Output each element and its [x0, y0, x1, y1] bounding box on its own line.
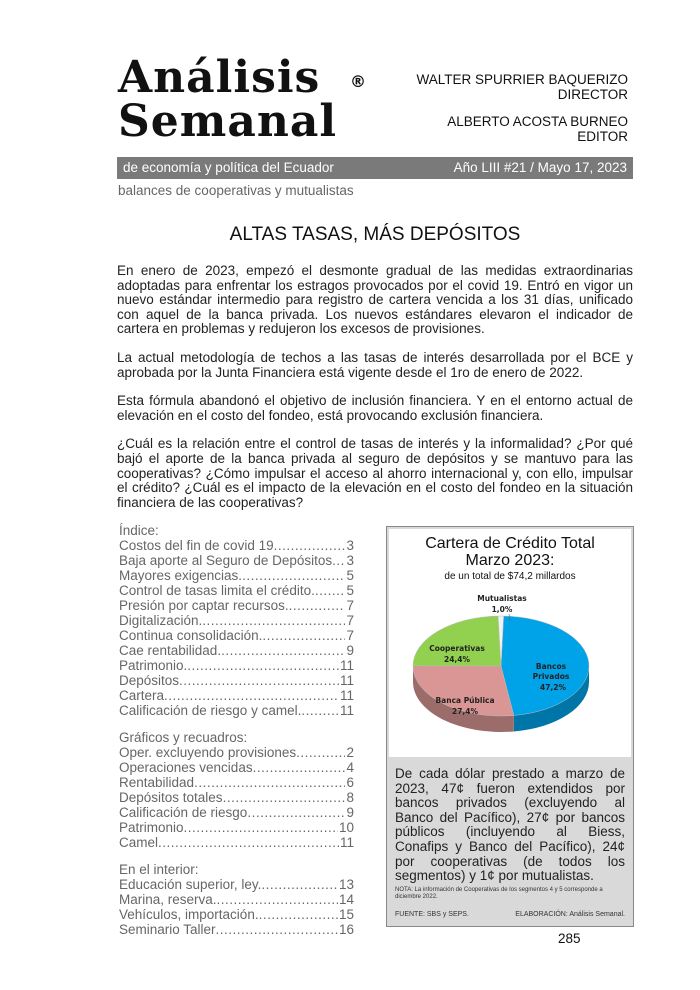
index-dot-leader	[261, 877, 338, 892]
index-entry	[119, 538, 354, 553]
pie-label-banca-publica: Banca Pública	[435, 696, 495, 705]
index-entry	[119, 598, 354, 613]
index-dot-leader	[289, 598, 346, 613]
chart-title-line-2: Marzo 2023:	[465, 552, 555, 569]
index-entry-page: 3	[346, 538, 354, 553]
index-entry-page: 7	[346, 613, 354, 628]
index-dot-leader	[216, 922, 338, 937]
index-entry-page: 9	[346, 643, 354, 658]
chart-elaboration: ELABORACIÓN: Análisis Semanal.	[515, 911, 625, 918]
editor-name: ALBERTO ACOSTA BURNEO	[447, 114, 628, 129]
index-entry	[119, 688, 354, 703]
chart-note: NOTA: La información de Cooperativas de los segmentos 4 y 5 corresponde a diciembre 2022.	[395, 887, 603, 900]
pie-label-cooperativas: Cooperativas	[429, 644, 485, 653]
chart-panel	[389, 529, 631, 757]
logo	[118, 52, 378, 147]
logo-line-1: Análisis	[118, 52, 321, 103]
index-entry-title: Educación superior, ley.	[119, 877, 262, 892]
index-dot-leader	[259, 907, 338, 922]
index-dot-leader	[158, 835, 339, 850]
index-entry	[119, 835, 354, 850]
headline: ALTAS TASAS, MÁS DEPÓSITOS	[229, 224, 521, 245]
index-entry	[119, 775, 354, 790]
index-entry	[119, 673, 354, 688]
logo-line-2: Semanal	[118, 96, 338, 147]
index-entry-title: Costos del fin de covid 19	[119, 538, 274, 553]
director-role: DIRECTOR	[557, 87, 628, 102]
index-entry-page: 11	[339, 658, 354, 673]
article-body	[117, 264, 633, 524]
index-entry	[119, 583, 354, 598]
index-entry-title: Depósitos totales	[119, 790, 223, 805]
index-entry-page: 4	[346, 760, 354, 775]
index-entry-page: 5	[346, 583, 354, 598]
index-entry-page: 13	[338, 877, 354, 892]
index-heading: Índice:	[119, 523, 159, 538]
director-name: WALTER SPURRIER BAQUERIZO	[416, 72, 628, 87]
index-entry-page: 11	[339, 835, 354, 850]
pie-label-banca-publica: 27,4%	[451, 707, 479, 716]
index-dot-leader	[301, 703, 339, 718]
index-entry	[119, 892, 354, 907]
index-dot-leader	[242, 568, 345, 583]
index-entry-title: Camel	[119, 835, 159, 850]
pie-label-mutualistas: Mutualistas	[477, 594, 527, 603]
index-entry-page: 8	[346, 790, 354, 805]
index-entry-page: 5	[346, 568, 354, 583]
index-dot-leader	[332, 553, 345, 568]
index-entry-page: 6	[346, 775, 354, 790]
paragraph: ¿Cuál es la relación entre el control de tasas de interés y la informalidad? ¿Por qué bajó el aporte de la banca privada al seguro de depósitos y se mantuvo para las cooperativas? ¿Cómo impulsar el acceso al ahorro internacional y, con ello, impulsar el crédito? ¿Cuál es el impacto de la elevación en el costo del fondeo en la situación financiera de las cooperativas?	[117, 436, 633, 510]
index-dot-leader	[315, 583, 346, 598]
index-dot-leader	[223, 790, 346, 805]
index-dot-leader	[184, 820, 338, 835]
chart-subtitle: de un total de $74,2 millardos	[444, 571, 576, 582]
index-entry-page: 2	[346, 745, 354, 760]
index-entry-title: Control de tasas limita el crédito.	[119, 583, 315, 598]
index-entry-title: Mayores exigencias.	[119, 568, 243, 583]
index-dot-leader	[164, 688, 339, 703]
index-entry-title: Calificación de riesgo y camel.	[119, 703, 302, 718]
staff-credits	[416, 72, 628, 144]
index-entry-title: Calificación de riesgo	[119, 805, 248, 820]
index	[119, 523, 354, 937]
paragraph: La actual metodología de techos a las tasas de interés desarrollada por el BCE y aprobada por la Junta Financiera está vigente desde el 1ro de enero de 2022.	[117, 349, 633, 380]
index-dot-leader	[202, 613, 345, 628]
index-entry-page: 11	[339, 703, 354, 718]
index-entry-title: Cae rentabilidad.	[119, 643, 222, 658]
graphs-heading: Gráficos y recuadros:	[119, 730, 248, 745]
index-entry-title: Operaciones vencidas	[119, 760, 253, 775]
index-entry	[119, 553, 354, 568]
pie-label-bancos-privados: Privados	[532, 672, 570, 681]
index-entry-title: Rentabilidad	[119, 775, 195, 790]
index-entry-page: 9	[346, 805, 354, 820]
index-dot-leader	[262, 628, 345, 643]
issue-info: Año LIII #21 / Mayo 17, 2023	[453, 160, 627, 175]
index-entry-page: 14	[338, 892, 354, 907]
index-entry-title: Marina, reserva.	[119, 892, 217, 907]
chart-box	[386, 526, 634, 927]
index-dot-leader	[296, 745, 345, 760]
chart-caption: De cada dólar prestado a marzo de 2023, 47¢ fueron extendidos por bancos privados (excluyendo al Banco del Pacífico), 27¢ por bancos públicos (incluyendo al Biess, Conafips y Banco del Pacífico), 24¢ por cooperativas (de todos los segmentos) y 1¢ por mutualistas.	[395, 766, 625, 884]
index-dot-leader	[253, 760, 346, 775]
index-entry-title: Oper. excluyendo provisiones	[119, 745, 297, 760]
index-entry	[119, 877, 354, 892]
pie-chart	[389, 529, 631, 757]
index-entry	[119, 790, 354, 805]
masthead-bar	[117, 157, 633, 179]
index-entry	[119, 805, 354, 820]
index-dot-leader	[179, 673, 339, 688]
index-dot-leader	[247, 805, 345, 820]
index-entry-page: 7	[346, 598, 354, 613]
index-entry-title: Cartera	[119, 688, 165, 703]
index-entry-title: Baja aporte al Seguro de Depósitos	[119, 553, 333, 568]
index-entry-page: 10	[338, 820, 354, 835]
index-entry	[119, 760, 354, 775]
index-entry	[119, 613, 354, 628]
index-entry-title: Continua consolidación.	[119, 628, 263, 643]
index-dot-leader	[187, 658, 339, 673]
index-dot-leader	[221, 643, 345, 658]
paragraph: En enero de 2023, empezó el desmonte gradual de las medidas extraordinarias adoptadas para enfrentar los estragos provocados por el covid 19. Entró en vigor un nuevo estándar intermedio para registro de cartera vencida a los 31 días, unificado con aquel de la banca privada. Los nuevos estándares elevaron el indicador de cartera en problemas y redujeron los excesos de provisiones.	[117, 263, 633, 337]
page-number: 285	[558, 931, 581, 946]
index-entry	[119, 643, 354, 658]
index-entry-page: 3	[346, 553, 354, 568]
index-entry-page: 11	[339, 688, 354, 703]
paragraph: Esta fórmula abandonó el objetivo de inclusión financiera. Y en el entorno actual de elevación en el costo del fondeo, está provocando exclusión financiera.	[117, 393, 633, 423]
interior-heading: En el interior:	[119, 862, 199, 877]
tagline: de economía y política del Ecuador	[123, 160, 334, 175]
index-entry	[119, 745, 354, 760]
pie-value-cooperativas: 24,4%	[443, 655, 471, 664]
registered-mark: ®	[350, 72, 367, 91]
index-entry	[119, 703, 354, 718]
index-entry-title: Patrimonio	[119, 820, 184, 835]
editor-role: EDITOR	[577, 129, 628, 144]
index-entry-page: 16	[338, 922, 354, 937]
index-entry	[119, 628, 354, 643]
index-entry	[119, 922, 354, 937]
index-entry-page: 11	[339, 673, 354, 688]
pie-label-bancos-privados: Bancos	[535, 662, 567, 671]
index-entry	[119, 820, 354, 835]
index-entry-title: Patrimonio.	[119, 658, 188, 673]
index-entry	[119, 658, 354, 673]
index-entry-title: Seminario Taller	[119, 922, 216, 937]
index-entry-page: 15	[338, 907, 354, 922]
index-entry	[119, 907, 354, 922]
pie-value-mutualistas: 1,0%	[491, 605, 513, 614]
section-label: balances de cooperativas y mutualistas	[118, 183, 354, 198]
index-dot-leader	[274, 538, 346, 553]
index-entry	[119, 568, 354, 583]
chart-source: FUENTE: SBS y SEPS.	[395, 911, 469, 918]
pie-value-bancos-privados: 47,2%	[539, 683, 567, 692]
index-entry-title: Presión por captar recursos.	[119, 598, 289, 613]
index-entry-page: 7	[346, 628, 354, 643]
index-entry-title: Vehículos, importación.	[119, 907, 259, 922]
index-dot-leader	[217, 892, 338, 907]
index-entry-title: Digitalización.	[119, 613, 203, 628]
chart-title-line-1: Cartera de Crédito Total	[425, 535, 595, 552]
index-dot-leader	[194, 775, 345, 790]
index-entry-title: Depósitos	[119, 673, 180, 688]
